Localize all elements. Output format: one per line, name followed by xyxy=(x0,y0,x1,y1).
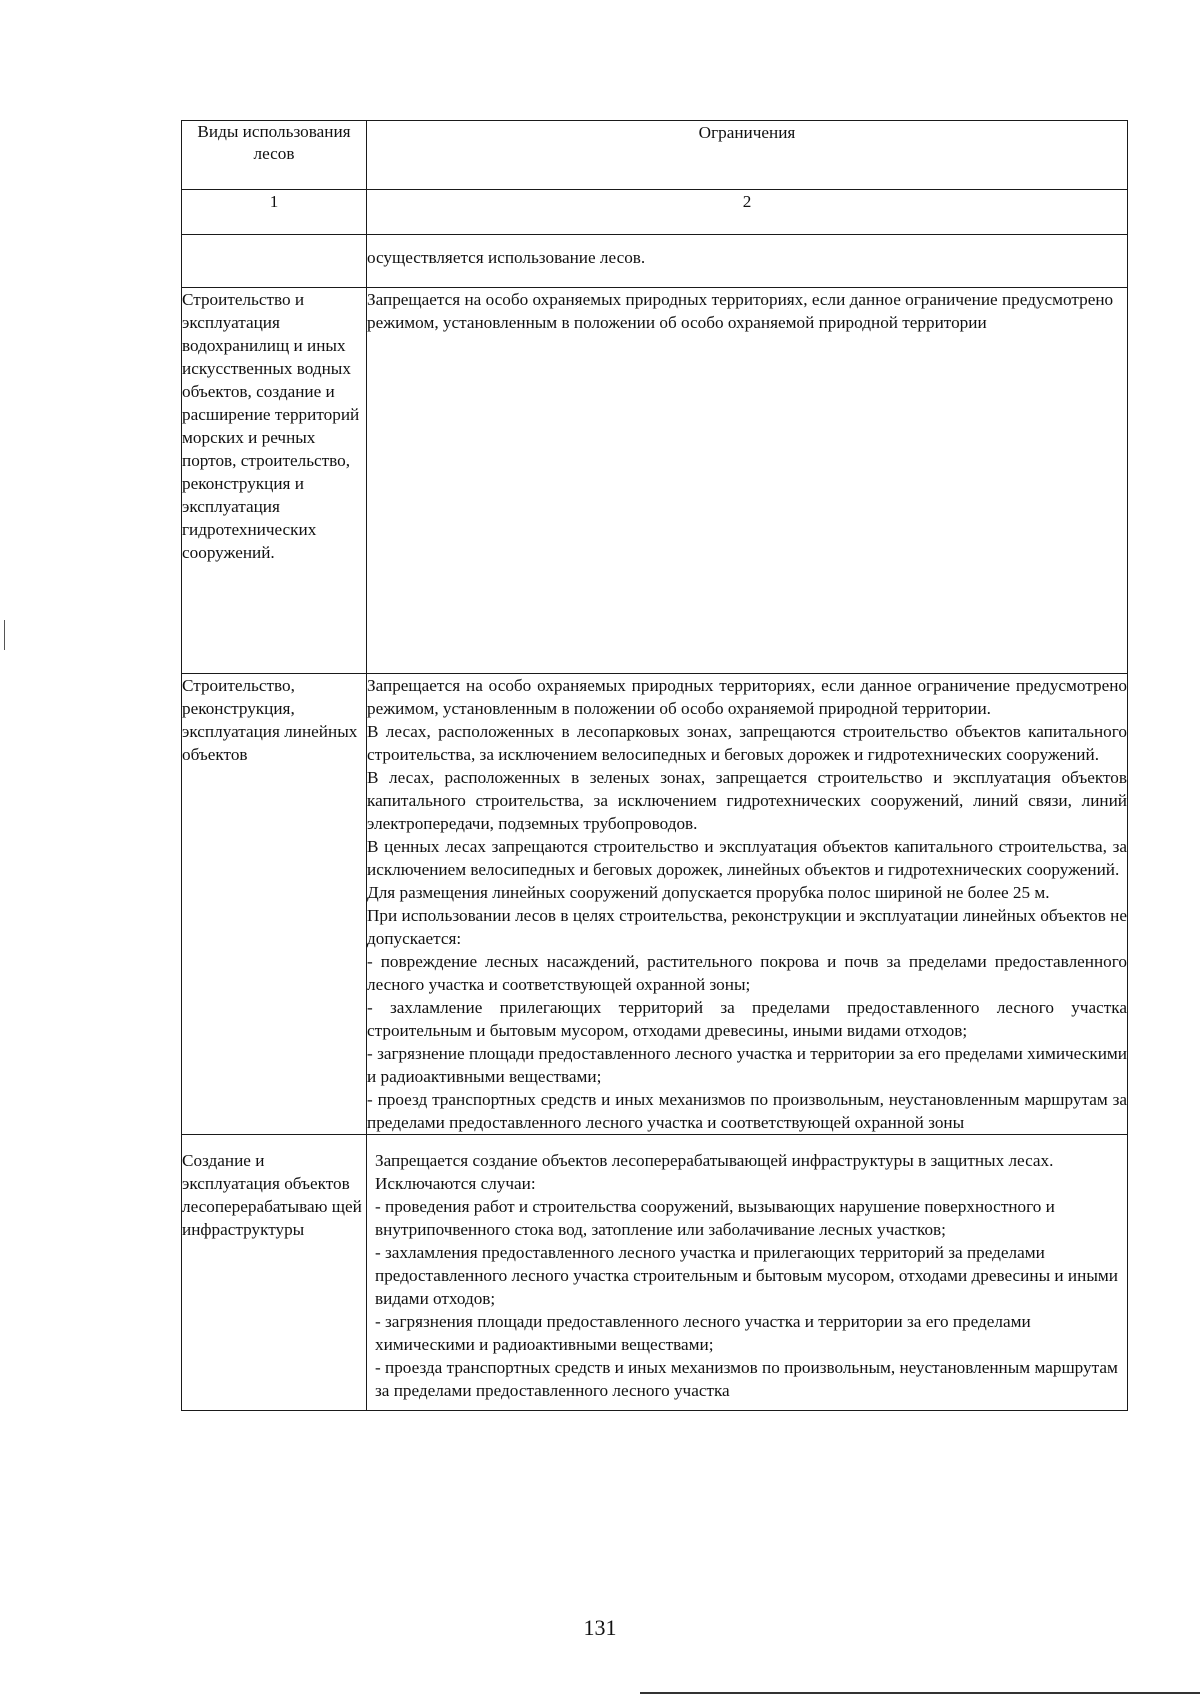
restriction-cell xyxy=(367,674,1128,1135)
restriction-paragraph: Для размещения линейных сооружений допускается прорубка полос шириной не более 25 м. xyxy=(367,883,1050,902)
restriction-list-item: - повреждение лесных насаждений, растительного покрова и почв за пределами предоставленного лесного участка и соответствующей охранной зоны; xyxy=(367,952,1127,994)
scan-edge-mark xyxy=(4,620,5,650)
table-row xyxy=(182,288,1128,674)
continuation-type-cell xyxy=(182,235,367,288)
restriction-paragraph: Запрещается на особо охраняемых природных территориях, если данное ограничение предусмотрено режимом, установленным в положении об особо охраняемой природной территории. xyxy=(367,676,1127,718)
restriction-list-item: - захламления предоставленного лесного участка и прилегающих территорий за пределами предоставленного лесного участка строительным и бытовым мусором, отходами древесины и иными видами отходов; xyxy=(375,1243,1118,1308)
restriction-list-item: - загрязнение площади предоставленного лесного участка и территории за его пределами химическими и радиоактивными веществами; xyxy=(367,1044,1127,1086)
restriction-list-item: - проведения работ и строительства сооружений, вызывающих нарушение поверхностного и внутрипочвенного стока вод, затопление или заболачивание лесных участков; xyxy=(375,1197,1055,1239)
forest-use-type-cell: Создание и эксплуатация объектов лесоперерабатываю щей инфраструктуры xyxy=(182,1135,367,1411)
forest-use-type-cell: Строительство, реконструкция, эксплуатация линейных объектов xyxy=(182,674,367,1135)
restriction-paragraph: В ценных лесах запрещаются строительство и эксплуатация объектов капитального строительства, за исключением велосипедных и беговых дорожек, линейных объектов и гидротехнических сооружений. xyxy=(367,837,1127,879)
column-number-row xyxy=(182,190,1128,235)
page-number: 131 xyxy=(583,1615,617,1640)
restriction-paragraph: Запрещается на особо охраняемых природных территориях, если данное ограничение предусмотрено режимом, установленным в положении об особо охраняемой природной территории xyxy=(367,290,1114,332)
table-row xyxy=(182,1135,1128,1411)
restriction-list-item: - проезда транспортных средств и иных механизмов по произвольным, неустановленным маршрутам за пределами предоставленного лесного участка xyxy=(375,1358,1118,1400)
forest-use-type-cell: Строительство и эксплуатация водохранилищ и иных искусственных водных объектов, создание и расширение территорий морских и речных портов, строительство, реконструкция и эксплуатация гидротехнических сооружений. xyxy=(182,288,367,674)
restriction-paragraph: В лесах, расположенных в зеленых зонах, запрещается строительство и эксплуатация объектов капитального строительства, за исключением гидротехнических сооружений, линий связи, линий электропередачи, подземных трубопроводов. xyxy=(367,768,1127,833)
table-row xyxy=(182,674,1128,1135)
column-number-1: 1 xyxy=(182,190,367,235)
header-restrictions: Ограничения xyxy=(367,121,1128,190)
column-number-2: 2 xyxy=(367,190,1128,235)
restriction-list-item: - загрязнения площади предоставленного лесного участка и территории за его пределами химическими и радиоактивными веществами; xyxy=(375,1312,1031,1354)
header-forest-use-types: Виды использования лесов xyxy=(182,121,367,190)
restriction-list-item: - захламление прилегающих территорий за пределами предоставленного лесного участка строительным и бытовым мусором, отходами древесины, иными видами отходов; xyxy=(367,998,1127,1040)
restriction-paragraph: В лесах, расположенных в лесопарковых зонах, запрещаются строительство объектов капитального строительства, за исключением велосипедных и беговых дорожек и гидротехнических сооружений. xyxy=(367,722,1127,764)
restriction-paragraph: При использовании лесов в целях строительства, реконструкции и эксплуатации линейных объектов не допускается: xyxy=(367,906,1127,948)
restriction-cell xyxy=(367,1135,1128,1411)
restriction-list-item: - проезд транспортных средств и иных механизмов по произвольным, неустановленным маршрутам за пределами предоставленного лесного участка и соответствующей охранной зоны xyxy=(367,1090,1127,1132)
restriction-paragraph: Исключаются случаи: xyxy=(375,1174,536,1193)
restrictions-table xyxy=(181,120,1128,1411)
restriction-paragraph: Запрещается создание объектов лесоперерабатывающей инфраструктуры в защитных лесах. xyxy=(375,1151,1054,1170)
restriction-cell xyxy=(367,288,1128,674)
scan-edge-line xyxy=(640,1692,1200,1694)
table-header-row xyxy=(182,121,1128,190)
table-row xyxy=(182,235,1128,288)
continuation-restriction-cell: осуществляется использование лесов. xyxy=(367,235,1128,288)
